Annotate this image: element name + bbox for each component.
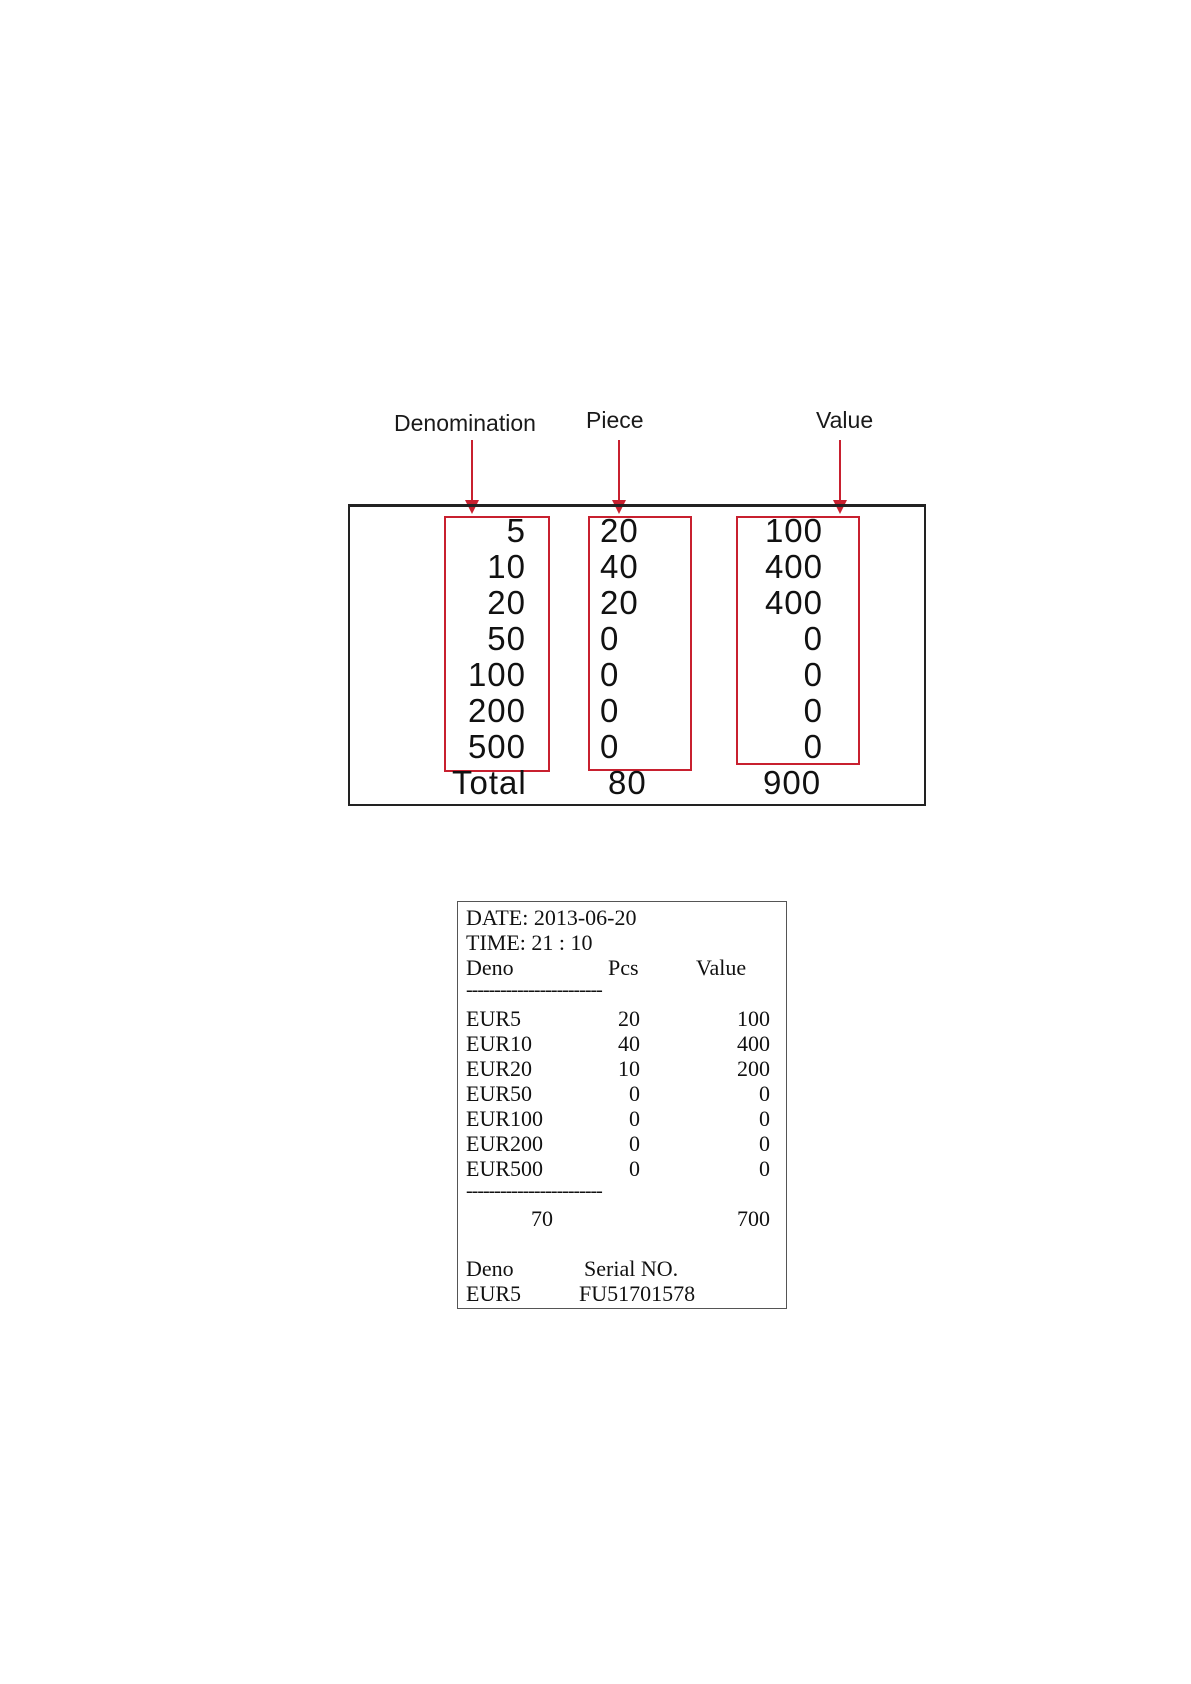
receipt-row-deno: EUR200	[466, 1131, 543, 1156]
receipt-serial-number: FU51701578	[579, 1281, 696, 1306]
receipt-serial-header: Serial NO.	[584, 1256, 679, 1281]
receipt-time: TIME: 21 : 10	[466, 930, 593, 955]
receipt-row-value: 100	[737, 1006, 770, 1031]
receipt-row-deno: EUR5	[466, 1006, 521, 1031]
display-value: 400	[764, 548, 823, 585]
arrow-piece-line	[618, 440, 620, 504]
printed-receipt	[457, 901, 787, 1309]
display-total-label: Total	[452, 764, 527, 801]
receipt-separator: ------------------------	[466, 979, 602, 1001]
receipt-row-value: 0	[759, 1106, 770, 1131]
display-denomination: 50	[487, 620, 526, 657]
receipt-header-deno: Deno	[466, 955, 514, 980]
receipt-row-value: 0	[759, 1156, 770, 1181]
display-value: 0	[803, 656, 823, 693]
callout-piece: Piece	[586, 407, 644, 433]
arrow-value-line	[839, 440, 841, 504]
display-value: 400	[764, 584, 823, 621]
receipt-row-pcs: 20	[618, 1006, 640, 1031]
display-value: 0	[803, 620, 823, 657]
display-piece: 0	[600, 728, 620, 765]
display-total-piece: 80	[608, 764, 647, 801]
receipt-serial-deno: EUR5	[466, 1281, 521, 1306]
display-value: 100	[764, 512, 823, 549]
receipt-row-deno: EUR50	[466, 1081, 532, 1106]
display-value: 0	[803, 728, 823, 765]
receipt-row-deno: EUR10	[466, 1031, 532, 1056]
receipt-row-pcs: 0	[629, 1106, 640, 1131]
receipt-row-deno: EUR20	[466, 1056, 532, 1081]
display-denomination: 20	[487, 584, 526, 621]
display-total-value: 900	[763, 764, 822, 801]
arrow-denomination-line	[471, 440, 473, 504]
receipt-total-pcs: 70	[531, 1206, 553, 1231]
display-piece: 0	[600, 692, 620, 729]
receipt-header-value: Value	[696, 955, 747, 980]
receipt-row-value: 0	[759, 1131, 770, 1156]
display-denomination: 200	[467, 692, 526, 729]
display-piece: 40	[600, 548, 639, 585]
callout-value: Value	[816, 407, 874, 433]
receipt-header-pcs: Pcs	[608, 955, 639, 980]
display-piece: 0	[600, 620, 620, 657]
receipt-row-deno: EUR100	[466, 1106, 543, 1131]
display-value: 0	[803, 692, 823, 729]
display-denomination: 5	[506, 512, 526, 549]
receipt-date: DATE: 2013-06-20	[466, 905, 637, 930]
receipt-row-pcs: 0	[629, 1131, 640, 1156]
receipt-row-pcs: 10	[618, 1056, 640, 1081]
display-denomination: 500	[467, 728, 526, 765]
callout-denomination: Denomination	[394, 410, 536, 436]
receipt-serial-header-deno: Deno	[466, 1256, 514, 1281]
receipt-total-value: 700	[737, 1206, 770, 1231]
receipt-row-pcs: 40	[618, 1031, 640, 1056]
receipt-row-pcs: 0	[629, 1156, 640, 1181]
receipt-row-value: 200	[737, 1056, 770, 1081]
receipt-row-deno: EUR500	[466, 1156, 543, 1181]
display-denomination: 10	[487, 548, 526, 585]
display-piece: 20	[600, 584, 639, 621]
receipt-separator: ------------------------	[466, 1180, 602, 1202]
display-piece: 0	[600, 656, 620, 693]
receipt-row-pcs: 0	[629, 1081, 640, 1106]
display-denomination: 100	[467, 656, 526, 693]
receipt-row-value: 400	[737, 1031, 770, 1056]
display-piece: 20	[600, 512, 639, 549]
receipt-row-value: 0	[759, 1081, 770, 1106]
